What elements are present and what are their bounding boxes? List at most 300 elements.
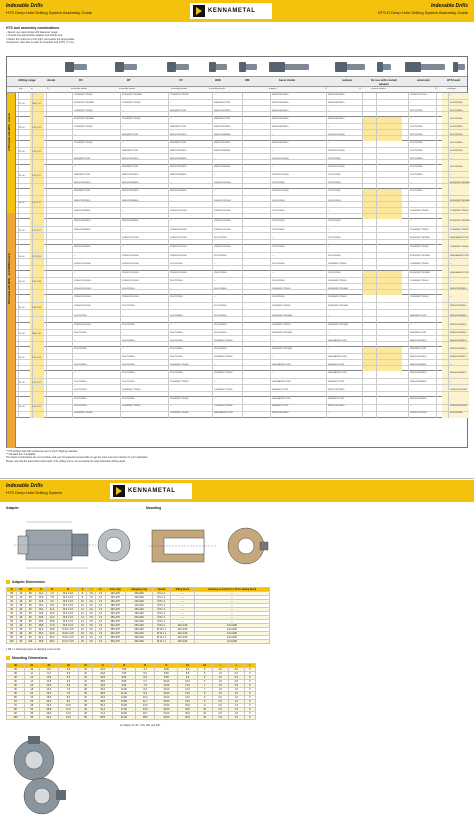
table-cell: 14,00 (155, 696, 178, 700)
table-cell: 28 (25, 596, 35, 600)
part-number-cell: — (122, 348, 124, 350)
part-number-cell: CV40KM32CTWX08 (170, 94, 189, 96)
table-row-group (16, 189, 469, 219)
table-cell: 14,0 (178, 696, 198, 700)
table-cell: 22U-275 (105, 612, 125, 616)
table-cell: 50 (25, 616, 35, 620)
part-number-cell: HTS63CF1200180 (122, 254, 139, 257)
row-divider (16, 207, 469, 208)
part-number-cell: CV40KM32CTWX08 (214, 389, 233, 392)
part-number-cell: S1GYR220S0 (122, 288, 135, 290)
table-cell: 32 (7, 676, 25, 680)
part-number-cell: KM32HTS32SS50 (74, 182, 91, 184)
table-cell: 11 (24, 672, 39, 676)
part-number-cell: KM32HTS32SS50 (122, 158, 139, 160)
part-number-cell: S1GYR250S0 (450, 118, 463, 120)
drilling-range-mm: 45–50 (19, 230, 25, 232)
table-row (7, 640, 270, 644)
drilling-range-in: 1.42–1.57 (32, 175, 41, 177)
part-number-cell: CV40KM32CTWX08 (450, 210, 469, 212)
table-cell: 10,4 (135, 696, 155, 700)
basic-shank-icon (269, 61, 309, 73)
part-number-cell: KM63KM32CTWX (214, 118, 231, 120)
part-number-cell: — (410, 118, 412, 120)
part-number-cell: — (410, 405, 412, 407)
drilling-range-mm: 63–65 (19, 307, 25, 309)
table-cell: 14,8 (35, 600, 46, 604)
table-cell: — (170, 592, 194, 596)
assembly-table (6, 56, 468, 448)
table-cell: 25,8 (39, 708, 59, 712)
column-header: d3 (59, 664, 79, 668)
table-cell: M 6 x 1 (153, 612, 171, 616)
table-cell: 45 (7, 688, 25, 692)
assembly-notes (6, 31, 75, 45)
part-number-cell: BT40KM32CTWX08M (272, 348, 292, 350)
column-header: drive ring (105, 588, 125, 592)
part-number-cell: HTS40CF1200180 (214, 210, 231, 212)
adapter-dimensions-heading (6, 580, 45, 584)
table-row-group (16, 141, 469, 165)
drilling-range-mm: 50–56 (19, 256, 25, 258)
table-cell: 8 (78, 596, 86, 600)
table-cell: 8,4 (135, 688, 155, 692)
table-cell: 9,3 (135, 692, 155, 696)
part-number-cell: KM40HTS48SS70 (450, 340, 467, 342)
part-number-cell: DV40KM32CTWX08 (122, 405, 141, 407)
table-cell: 32 (78, 696, 93, 700)
part-number-cell: BT40KM32CTWX08M (122, 94, 142, 96)
part-number-cell: KM63KM32CTWX (410, 348, 427, 350)
part-number-cell: S1GYR250S0 (328, 182, 341, 184)
table-cell: 40 (7, 608, 17, 612)
part-number-cell: HTS40CF1200180 (74, 288, 91, 290)
part-number-cell: S1GYR320S0 (74, 405, 87, 407)
part-number-cell: HTS63CF1200180 (410, 412, 427, 414)
part-number-cell: KM63KM32CTWX (410, 314, 427, 317)
part-number-cell: KM40HTS48SS70 (450, 372, 467, 374)
right-title: Indexable Drills (431, 3, 468, 9)
table-cell: 2,0 (212, 696, 228, 700)
part-number-cell: KM32HTS38SS60 (170, 158, 187, 160)
column-header: thread (153, 588, 171, 592)
table-cell: 9,0 (47, 600, 58, 604)
table-cell: 32,0 (35, 628, 46, 632)
table-cell: — (170, 600, 194, 604)
table-cell: 2,5 (212, 716, 228, 720)
part-number-cell: HSK63AKM32CTWX (328, 372, 347, 374)
table-cell: 0 (244, 680, 255, 684)
part-number-cell: S1GYR280S0 (410, 190, 423, 192)
column-header: t (244, 664, 255, 668)
part-number-cell: HTS63CF1200180 (74, 280, 91, 282)
table-cell: 11,8 (39, 680, 59, 684)
drilling-range-in: 1.97–2.20 (32, 256, 41, 258)
table-cell: 32 (25, 600, 35, 604)
table-cell: 0,8 (228, 676, 244, 680)
part-number-cell: HTS40CF1200180 (328, 166, 345, 168)
part-number-cell: S1GYR280S0 (122, 340, 135, 342)
part-number-cell: HSK63AKM32CTWX (450, 272, 469, 274)
column-divider (326, 189, 327, 219)
sub-in: in (31, 88, 33, 90)
sidebar-eps-spwx-inserts (7, 213, 16, 448)
part-number-cell: — (272, 254, 274, 257)
row-divider (16, 226, 469, 227)
table-cell: 36U-229 (125, 636, 152, 640)
table-cell: 4,7 (135, 668, 155, 672)
table-cell: 6,0 (59, 680, 79, 684)
part-number-cell: S1GYR250S0 (328, 200, 341, 202)
table-cell: 45 (7, 612, 17, 616)
table-cell: 100 (7, 640, 17, 644)
part-number-cell: — (450, 158, 452, 160)
column-divider (448, 397, 449, 418)
part-number-cell: S1GYR220S0 (410, 126, 423, 128)
part-number-cell: S1GYR220S0 (214, 272, 227, 274)
column-divider (376, 397, 377, 418)
part-number-cell: — (272, 166, 274, 168)
table-cell: 11,00 (112, 692, 135, 696)
part-number-cell: KM32HTS32SS50 (214, 110, 231, 112)
table-cell: — (194, 600, 269, 604)
table-cell: 1,0 (96, 612, 105, 616)
part-number-cell: S1GYR280S0 (450, 142, 463, 144)
bt-adapter-icon (115, 61, 137, 73)
part-number-cell: KM40HTS48SS70 (272, 142, 289, 144)
drilling-range-mm: 25–28 (19, 103, 25, 105)
part-number-cell: S1GYR250S0 (410, 150, 423, 152)
part-number-cell: KM32HTS32SS50 (122, 174, 139, 176)
column-header: l1 (93, 664, 113, 668)
table-cell: 14,6 (39, 688, 59, 692)
part-number-cell: DV40KM32CTWX08 (214, 372, 233, 374)
table-cell: 20,6 (35, 612, 46, 616)
table-cell: M 10 x 0,5 (58, 628, 79, 632)
table-cell: 3,5 (87, 640, 96, 644)
row-divider (16, 341, 469, 342)
table-cell: 56,4 (93, 704, 113, 708)
part-number-cell: — (214, 174, 216, 176)
part-number-cell: HTS40CF1200180 (170, 272, 187, 274)
table-cell: 23,8 (93, 672, 113, 676)
section-bullet-icon (6, 656, 10, 660)
table-cell: 7,00 (112, 668, 135, 672)
drilling-range-in: 1.26–1.42 (32, 151, 41, 153)
footnote: Please note that the assembled total length of the drilling tool is not necessarily the total achievable drilling depth. (6, 459, 126, 463)
table-cell: 7 (197, 688, 212, 692)
page-title: Indexable Drills (6, 3, 43, 9)
part-number-cell: HSK63AKM32CTWX (450, 237, 469, 240)
part-number-cell: KM63KM32CTWX (410, 332, 427, 334)
drilling-range-in: 1.26–1.42 (32, 382, 41, 384)
part-number-cell: S1GYR220S0 (214, 237, 227, 240)
table-cell: M 12 x 0,5 (58, 636, 79, 640)
part-number-cell: S1GYR220S0 (170, 296, 183, 298)
part-number-cell: HSK63AKM32CTWX (214, 412, 233, 414)
table-cell: 2,5 (87, 616, 96, 620)
table-cell: 80 (7, 632, 17, 636)
table-cell: M 6 x 1 (153, 608, 171, 612)
part-number-cell: — (450, 364, 452, 366)
table-cell: 12U-2/16 (170, 632, 194, 636)
column-divider (436, 397, 437, 418)
drilling-range-mm: 36–40 (19, 405, 25, 408)
part-number-cell: S1GYR220S0 (328, 190, 341, 192)
table-cell: 29,5 (93, 680, 113, 684)
part-number-cell: KM32HTS32SS50 (170, 150, 187, 152)
part-number-cell: S1GYR320S0 (122, 398, 135, 400)
part-number-cell: BT40KM32CTWX08M (450, 220, 470, 222)
table-cell: 36 (7, 604, 17, 608)
table-cell: 16U-275 (105, 600, 125, 604)
part-number-cell: — (328, 110, 330, 112)
table-cell: 1,5 (228, 712, 244, 716)
table-cell: 12 (78, 608, 86, 612)
table-cell: 11,00 (155, 684, 178, 688)
table-cell: 8,50 (112, 680, 135, 684)
adapter-dimensions-title: Adapter Dimensions (12, 580, 45, 584)
row-divider (16, 232, 469, 233)
table-cell: 1,0 (96, 596, 105, 600)
drilling-range-in: 2.48–2.56 (32, 307, 41, 309)
table-cell: — (194, 612, 269, 616)
table-cell: 8,00 (112, 676, 135, 680)
part-number-cell: S1GYR220S0 (328, 174, 341, 176)
table-cell: 50 (17, 640, 25, 644)
part-number-cell: S1GYR220S0 (410, 110, 423, 112)
column-header: l3 (135, 664, 155, 668)
note-line: • Follow the columns to the right, and select the appropriate (6, 37, 75, 41)
column-divider (242, 189, 243, 219)
cv-adapter-icon (167, 61, 189, 73)
table-cell: 1,0 (96, 608, 105, 612)
table-row-group (16, 165, 469, 189)
part-number-cell: KM32HTS32SS50 (450, 324, 467, 326)
table-cell: 56 (7, 620, 17, 624)
right-subtitle: HTS-R Deep-Hole Drilling System Assembly Guide (377, 10, 468, 15)
part-number-cell: CV40KM32CTWX08 (74, 126, 93, 128)
part-number-cell: — (328, 210, 330, 212)
part-number-cell: KM32HTS32SS50 (170, 134, 187, 136)
part-number-cell: S1GYR220S0 (450, 412, 463, 414)
note-line: • Select your appropriate drill diameter range. (6, 31, 59, 34)
table-cell: 12,00 (112, 696, 135, 700)
part-number-cell: CV40KM32CTWX08 (74, 142, 93, 144)
part-number-cell: KM40HTS48SS70 (450, 356, 467, 358)
column-header: clamping ring (125, 588, 152, 592)
table-cell: 2,5 (212, 712, 228, 716)
table-cell: M 8 x 0,5 (58, 624, 79, 628)
table-cell: 1,5 (212, 688, 228, 692)
table-cell: 13 (24, 676, 39, 680)
table-cell: M 6 x 0,5 (58, 612, 79, 616)
part-number-cell: S1GYR250S0 (328, 220, 341, 222)
column-divider (362, 397, 363, 418)
part-number-cell: HSK63AKM32CTWX (272, 398, 291, 400)
row-divider (16, 258, 469, 259)
part-number-cell: HTS40CF1200180 (328, 150, 345, 152)
col-bt: BT (127, 78, 131, 82)
table-cell: 24 (78, 680, 93, 684)
table-cell: 9,3 (39, 672, 59, 676)
part-number-cell: — (74, 150, 76, 152)
col-coolant-adapter: for use with coolant adapter (370, 78, 398, 86)
column-divider (72, 397, 73, 418)
table-cell: 45,2 (93, 696, 113, 700)
drilling-range-mm: 32–36 (19, 382, 25, 384)
part-number-cell: S1GYR320S0 (122, 364, 135, 366)
sub-catalogue: catalogue (447, 88, 457, 90)
part-number-cell: CV40KM32CTWX08 (410, 280, 429, 282)
column-divider (376, 189, 377, 219)
part-number-cell: KM63KM32CTWX (170, 142, 187, 144)
part-number-cell: HTS40CF1200180 (74, 305, 91, 308)
table-cell: 12U-2/26 (194, 632, 269, 636)
table-cell: 0,6 (228, 672, 244, 676)
column-header: clamping screw M 12 x 20 for sliding block (194, 588, 269, 592)
col-cv: CV (179, 78, 183, 82)
table-cell: 10,0 (178, 680, 198, 684)
part-number-cell: HTS40CF1200180 (328, 134, 345, 136)
table-cell: 6,0 (135, 676, 155, 680)
column-divider (168, 189, 169, 219)
table-cell: 45 (25, 612, 35, 616)
sub-adapter: adapter (269, 88, 277, 90)
drilling-range-mm: 28–32 (19, 357, 25, 359)
table-cell: 12U-2/26 (194, 624, 269, 628)
kennametal-logo (190, 3, 272, 19)
part-number-cell: — (450, 296, 452, 298)
table-cell: M 8 x 1 (153, 616, 171, 620)
table-cell: — (194, 620, 269, 624)
part-number-cell: DV40KM32CTWX08 (170, 364, 189, 366)
table-cell: 0 (244, 712, 255, 716)
table-cell: — (170, 604, 194, 608)
table-cell: 25 (17, 616, 25, 620)
row-divider (16, 378, 469, 379)
column-header: r1 (96, 588, 105, 592)
part-number-cell: — (170, 389, 172, 392)
table-cell: 32,6 (93, 684, 113, 688)
highlight-cell (442, 189, 469, 219)
table-cell: 63 (25, 624, 35, 628)
table-cell: 21,00 (112, 716, 135, 720)
part-number-cell: S1GYR320S0 (122, 380, 135, 383)
table-cell: 28 (78, 688, 93, 692)
column-header-row (7, 77, 467, 87)
table-cell: 16 (78, 628, 86, 632)
part-number-cell: — (214, 190, 216, 192)
table-cell: 30 (78, 692, 93, 696)
table-row-group (16, 295, 469, 323)
col-drilling-range: drilling range (18, 78, 36, 82)
table-cell: 28 (7, 672, 25, 676)
table-cell: M 6 x 0,5 (58, 608, 79, 612)
part-number-cell: — (328, 126, 330, 128)
table-cell: 25 (7, 668, 25, 672)
sub-l1: L1 (325, 88, 328, 90)
part-number-cell: S1GYR280S0 (410, 158, 423, 160)
table-cell: 5,3 (135, 672, 155, 676)
table-cell: 80 (25, 632, 35, 636)
table-row-group (16, 117, 469, 141)
part-number-cell: S1GYR320S0 (214, 332, 227, 334)
table-cell: 28,2 (47, 640, 58, 644)
part-number-cell: S1GYR320S0 (214, 348, 227, 350)
table-cell: 18,0 (178, 708, 198, 712)
table-cell: 36 (25, 604, 35, 608)
table-cell: M 10 x 1 (153, 628, 171, 632)
drilling-range-in: 1.57–1.77 (32, 202, 41, 204)
table-cell: 12,6 (35, 596, 46, 600)
table-cell: 8,0 (59, 696, 79, 700)
bottom-header (0, 480, 474, 502)
part-number-cell: — (410, 220, 412, 222)
part-number-cell: S1GYR250S0 (410, 134, 423, 136)
table-cell: M 4 x 1 (153, 596, 171, 600)
note-line: • Choose the appropriate adapter and shank size. (6, 34, 63, 38)
part-number-cell: DV40KM32CTWX08 (328, 263, 347, 266)
column-divider (120, 397, 121, 418)
part-number-cell: — (170, 182, 172, 184)
row-divider (16, 135, 469, 136)
table-cell: 14 (24, 680, 39, 684)
part-number-cell: HTS63CF1200180 (122, 272, 139, 274)
table-row-group (16, 219, 469, 245)
part-number-cell: HTS40CF1200180 (74, 324, 91, 326)
part-number-cell: HTS40CF1200180 (122, 263, 139, 266)
part-number-cell: HTS40CF1200180 (170, 237, 187, 240)
table-cell: 19,8 (47, 628, 58, 632)
table-cell: 80 (7, 708, 25, 712)
table-cell: 0 (244, 696, 255, 700)
part-number-cell: — (214, 280, 216, 282)
part-number-cell: CV40KM32CTWX08 (122, 102, 141, 104)
part-number-cell: HTS40CF1200180 (214, 228, 231, 231)
part-number-cell: BT40KM32CTWX08M (328, 288, 348, 290)
sub-d: D (47, 88, 49, 90)
part-number-cell: — (272, 134, 274, 136)
table-cell: 64,4 (93, 708, 113, 712)
part-number-cell: S1GYR220S0 (74, 348, 87, 350)
drilling-range-in: 1.42–1.57 (32, 405, 41, 408)
table-cell: 38 (78, 704, 93, 708)
adapter-figure-label: Adapter (6, 506, 19, 510)
table-cell: 1,0 (96, 604, 105, 608)
part-number-cell: KM32HTS32SS50 (272, 412, 289, 414)
table-cell: 19,00 (112, 712, 135, 716)
table-cell: 11,7 (135, 700, 155, 704)
drilling-range-mm: 25–28 (19, 333, 25, 335)
part-number-cell: DV40KM32CTWX08 (170, 380, 189, 383)
table-cell: 12U-2/16 (170, 624, 194, 628)
part-number-cell: KM32HTS38SS60 (272, 102, 289, 104)
part-number-cell: KM32HTS38SS60 (122, 200, 139, 202)
drilling-range-in: .984–1.10 (32, 333, 41, 335)
table-cell: — (194, 592, 269, 596)
table-cell: 16 (78, 624, 86, 628)
table-cell: 18,2 (35, 608, 46, 612)
part-number-cell: DV40KM32CTWX08 (214, 340, 233, 342)
table-cell: 28 (24, 704, 39, 708)
part-number-cell: KM32HTS38SS60 (410, 364, 427, 366)
table-cell: 26 (78, 684, 93, 688)
part-number-cell: DV40KM32CTWX08 (272, 305, 291, 308)
dv-adapter-icon (65, 61, 87, 73)
table-cell: 8,0 (178, 668, 198, 672)
part-number-cell: — (272, 237, 274, 240)
